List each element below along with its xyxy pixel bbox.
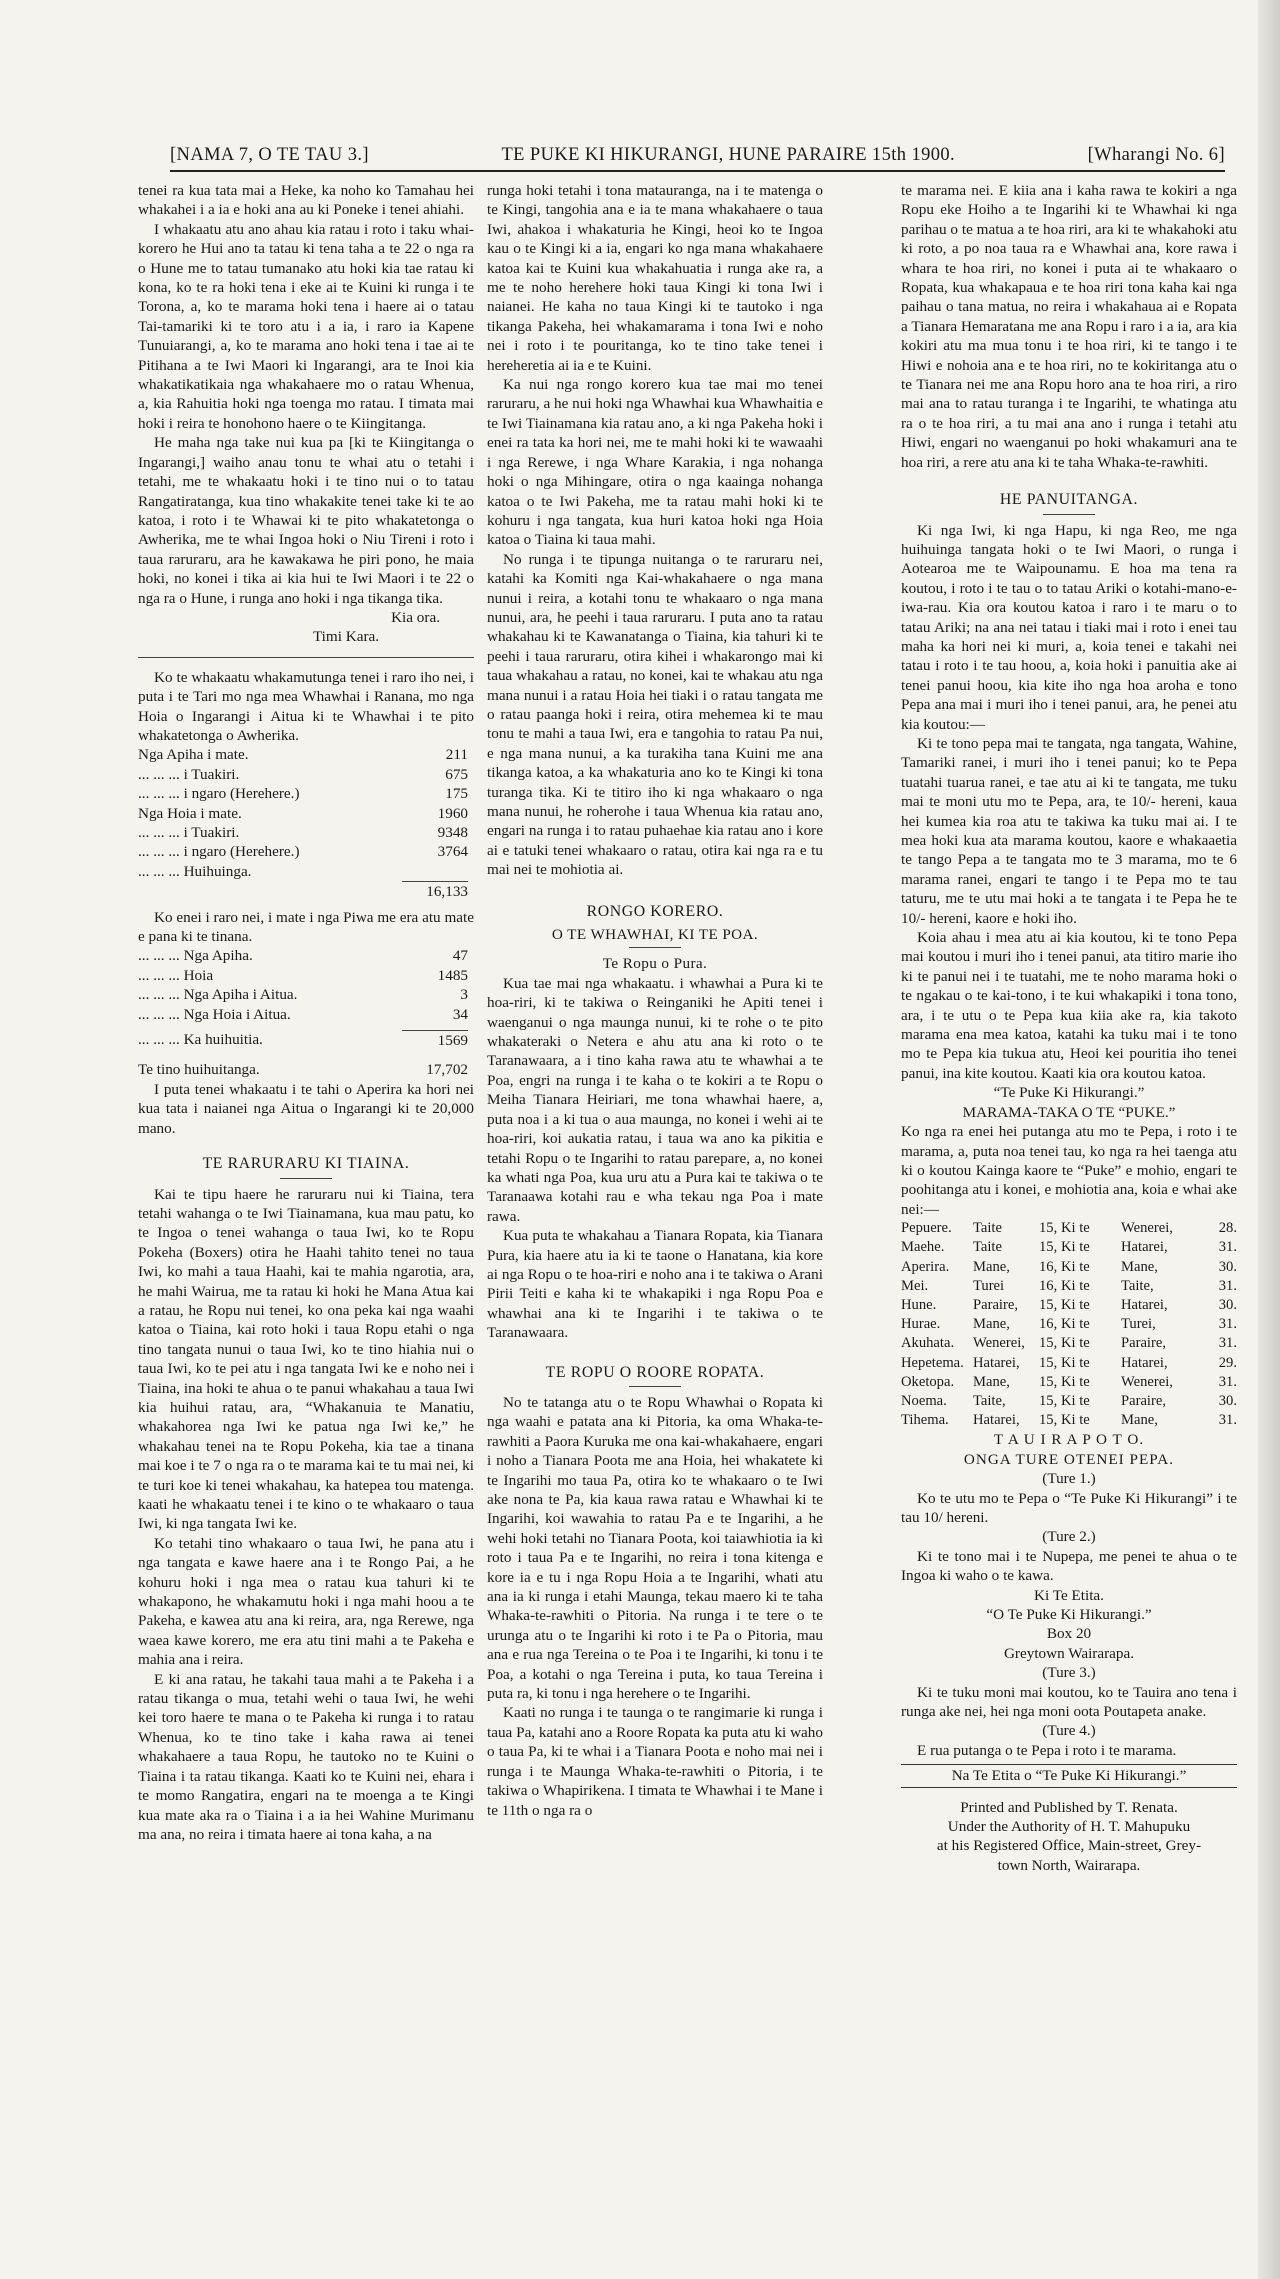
divider — [629, 1386, 681, 1387]
section-subheading: O TE WHAWHAI, KI TE POA. — [551, 926, 759, 944]
divider — [1043, 514, 1095, 515]
schedule-cell: 16, — [1039, 1258, 1058, 1275]
list-row — [138, 946, 474, 965]
schedule-row — [901, 1373, 1237, 1392]
list-row — [138, 745, 474, 764]
row-value: 3 — [460, 986, 468, 1004]
schedule-cell: Mei. — [901, 1277, 929, 1294]
paragraph: I whakaatu atu ano ahau kia ratau i roto i taku whai-korero he Hui ano ta tatau ki tena taha a te 22 o nga ra o Hune me to tatau tumanako atu hoki kia tae ratau ki kona, ko te ra hoki tena i eke ai te Kuini ki runga i te Torona, a, ko te marama hoki tena i haere ai o tatau Tai-tamariki ki te toro atu i a ia, i raro ia Kapene Tunuiarangi, a, ko te marama ano hoki tena i tae ai te Pitihana a te Iwi Maori ki Ingarangi, arа te Inoi kia whakatikatikaia nga whakahaere mo o ratau Whenua, a, kia Rahuitia hoki nga toenga mo ratau. I timata mai hoki i reira te honohono haere o te Kiingitanga. — [138, 220, 474, 432]
divider — [629, 947, 681, 948]
row-label: ... ... ... Nga Hoia i Aitua. — [138, 1005, 291, 1023]
schedule-cell: Ki te — [1061, 1392, 1090, 1409]
address-line: Box 20 — [1046, 1625, 1092, 1643]
column-3 — [901, 181, 1237, 1875]
schedule-cell: 16, — [1039, 1316, 1058, 1333]
schedule-cell: Ki te — [1061, 1335, 1090, 1352]
schedule-cell: Mane, — [973, 1316, 1010, 1333]
signature: Timi Kara. — [312, 628, 380, 646]
paragraph: Koia ahau i mea atu ai kia koutou, ki te tono Pepa mai koutou i muri iho i tenei panui, ata titiro marie iho ki te panui nei i te tuatahi, me te noho marama hoki o te ngakau o te kai-tono, i te kui whakapiki i tona tono, ara, i te utu o te Pepa kua kiia ake ra, kia takoto marama ena mea katoa, katahi ka tuku mai i te tono mo te Pepa kia tukua atu, Heoi kei pouritia iho tenei panui, ina kite koutou. Kaati kia ora koutou katoa. — [901, 929, 1237, 1082]
rule-text: Ki te tono mai i te Nupepa, me penei te ahua o te Ingoa ki waho o te kawa. — [901, 1547, 1237, 1585]
header-rule — [170, 170, 1225, 172]
schedule-cell: 30. — [1218, 1392, 1237, 1409]
section-heading: HE PANUITANGA. — [999, 491, 1139, 509]
schedule-cell: 31. — [1218, 1335, 1237, 1352]
schedule-cell: 16, — [1039, 1277, 1058, 1294]
schedule-cell: Maehe. — [901, 1239, 945, 1256]
row-value: 675 — [445, 765, 468, 783]
address-line: Ki Te Etita. — [1034, 1586, 1104, 1604]
column-2 — [487, 181, 823, 1820]
schedule-cell: Mane, — [1121, 1412, 1158, 1429]
schedule-cell: 31. — [1218, 1239, 1237, 1256]
paragraph: Ko tetahi tino whakaaro o taua Iwi, he pana atu i nga tangata e kawe haere ana i te Rongo Pai, a he kohuru hoki i nga mea o ratau kua tahuri ki te whakapono, he whakamutu hoki i nga mahi hoou a te Pakeha, e kawea atu ana ki reira, ara, nga Rerewe, nga waea kawe korero, me era atu tini mahi a te Pakeha e mahia ana i reira. — [138, 1534, 474, 1669]
paragraph: te marama nei. E kiia ana i kaha rawa te kokiri a nga Ropu eke Hoiho a te Ingarihi ki te Whawhai ki nga parihau o te matua a te hoa riri, ara ki te whakahoki atu ki roto, a po noa taua ra e Whawhai ana, kore rawa i whara te hoa riri, no konei i puta ai te whakaaro o Ropata, kua whakapaua e te hoa riri tona kaha kai nga paihau o tana matua, no reira i whakahaua ai e Ropata a Tianara Hemaratana me ana Ropu i raro i a ia, ara kia kokiri atu ma mua tonu i te hoa riri, ki te tango i te Hiwi e nohoia ana e te hoa riri, no te kokiritanga atu o te Tianara nei me ana Ropu horo ana te hoa riri, a riro mai ana to ratau turanga i te Ingarihi, te whatinga atu ra o te hoa riri, a tu mai ana ano i runga i tetahi atu Hiwi, engari no waenganui po hoki whakamuri ana te hoa riri, a rere atu ana ki te taha Whaka-te-rawhiti. — [901, 182, 1237, 471]
paragraph: No te tatanga atu o te Ropu Whawhai o Ropata ki nga waahi e patata ana ki Pitoria, ka oma Whaka-te-rawhiti a Paora Kuruka me ona kai-whakahaere, engari i noho a Tianara Poota me ana Hoia, hei whakatete ki te Ingarihi mo taua Pa, otira ko te whakaaro o te Iwi ake nona te Pa, kia kaua rawa ratau e Whawhai ki te Ingarihi, koi wawahia to ratau Pa e te Ingarihi, a he wehi hoki tetahi no Tianara Poota, koi taiawhiotia ia ki roto i taua Pa e te Ingarihi, no reira i tona kitenga e kore ia e tu i nga Ropu Hoia a te Ingarihi, whati atu ana ia ki runga i etahi Maunga, tekau maero ki te taha Whaka-te-rawhiti o Pitoria. Na runga i te tere o te urunga atu o te Ingarihi ki roto i te Pa o Pitoria, mau ana e rua nga Tereina o te Poa i te Ingarihi, ki tonu i te Poa, a kotahi o nga Tereina i puta, ko taua Tereina i puta ra, ki tonu i nga herehere o te Ingarihi. — [487, 1393, 823, 1703]
paragraph: tenei ra kua tata mai a Heke, ka noho ko Tamahau hei whakahei i a ia e hoki ana au ki Poneke i tenei ahiahi. — [138, 182, 474, 219]
schedule-cell: Ki te — [1061, 1277, 1090, 1294]
schedule-cell: Taite — [973, 1220, 1002, 1237]
schedule-cell: Hurae. — [901, 1316, 941, 1333]
schedule-cell: 31. — [1218, 1373, 1237, 1390]
row-value: 16,133 — [402, 881, 468, 901]
schedule-cell: Ki te — [1061, 1258, 1090, 1275]
schedule-cell: Oketopa. — [901, 1373, 955, 1390]
schedule-cell: Ki te — [1061, 1316, 1090, 1333]
section-heading: TE RARURARU KI TIAINA. — [202, 1155, 410, 1173]
section-heading: T A U I R A P O T O. — [993, 1431, 1145, 1449]
grand-total-row — [138, 1060, 474, 1079]
rule-number: (Ture 4.) — [1042, 1722, 1096, 1740]
paragraph: Kua tae mai nga whakaatu. i whawhai a Pura ki te hoa-riri, ki te takiwa o Reinganiki he Apiti tenei i waenganui o nga maunga nunui, ki te rohe o te pito whakateraki o Netera e ahu atu ana ki roto o te Taranawaara, a i tino kaha rawa atu te whawhai a te Poa, engri na runga i te kaha o te kokiri a te Ropu o Meiha Tianara Heiriari, me tona whawhai haere, a, puta noa i a ki tua o aua maunga, no konei i wehi ai te hoa-riri, koi aukatia ratau, i taua wa ano ka pikitia e tetahi Ropu o te Ingarihi to ratau parepare, a, no konei ka whati nga Poa, kua uru atu a Pura kai te takiwa o te Taranaawa kotahi rau e wha tekau nga Poa i mate rawa. — [487, 974, 823, 1225]
row-label: ... ... ... Ka huihuitia. — [138, 1031, 263, 1049]
publication-schedule — [901, 1219, 1237, 1430]
schedule-cell: Paraire, — [973, 1296, 1018, 1313]
schedule-cell: 30. — [1218, 1258, 1237, 1275]
paragraph: Kai te tipu haere he raruraru nui ki Tiaina, tera tetahi wahanga o te Iwi Tiainamana, kua mau patu, ko te Ingoa o tenei wahanga o taua Iwi, ko te Ropu Pokeha (Boxers) otira he Haahi tahito tenei no taua Iwi, ko mahi a taua Haahi, kai te mahia ngarotia, ara, he mahi Wairua, me ta ratau ki hoki he Mana Atua kai a ratau, he Ropu nui tenei, ko ona peka kai nga waahi katoa o Tiaina, kai roto hoki i taua Ropu etahi o nga tino tangata nunui o taua Iwi, ko te tino hiahia nui o taua Iwi, ko te pei atu i nga tangata Iwi ke e noho nei i Tiaina, ina hoki te ahua o te panui whakahau a taua Iwi kia huihui ratau, ara, “Whakanuia te Manatiu, whakahorea nga Iwi ke patua nga Iwi ke,” he whakahau tenei na te Ropu Pokeha, kia tae a tinana mai koe i te 7 o nga ra o te marama kai te tu mai nei, ki te turi koe ki tenei whakahau, ka hatepea tou matenga. kaati he whakaatu tenei i te kino o te whakaaro o taua Iwi, ki nga tangata Iwi ke. — [138, 1185, 474, 1533]
schedule-cell: Ki te — [1061, 1354, 1090, 1371]
row-label: Nga Apiha i mate. — [138, 746, 249, 764]
schedule-row — [901, 1258, 1237, 1277]
paragraph: Ki te tono pepa mai te tangata, nga tangata, Wahine, Tamariki ranei, i muri iho i tenei panui; ko te Pepa tuatahi tuarua ranei, e tae atu ai ki te tangata, me tuku mai te moni utu mo te Pepa, ara, te 10/- hereni, kaua hei kumea kia roa atu te takiwa ka tuku mai ai. I te mea hoki kua ata marama koutou, kaore e whakaaetia te tango Pepa a te tangata mo te 3 marama, mo te 6 marama ranei, engari te tango i te Pepa mo te tau taturu, me te utu mai hoki a te tangata i te Pepa he te 10/- hereni, kaore e hoki iho. — [901, 734, 1237, 927]
rule-number: (Ture 3.) — [1042, 1664, 1096, 1682]
schedule-cell: Tihema. — [901, 1412, 949, 1429]
list-row — [138, 784, 474, 803]
row-label: ... ... ... Nga Apiha i Aitua. — [138, 986, 298, 1004]
rule-number: (Ture 2.) — [1042, 1528, 1096, 1546]
paragraph: Ko nga ra enei hei putanga atu mo te Pepa, i roto i te marama, a, puta noa tenei tau, ko nga ra hei taenga atu ki o koutou Kainga kaore te “Puke” e mohio, engari te poohitanga atu i konei, e mohiotia ana, koia e whai ake nei:— — [901, 1123, 1237, 1218]
schedule-cell: Mane, — [973, 1373, 1010, 1390]
rule-text: E rua putanga o te Pepa i roto i te marama. — [917, 1741, 1177, 1759]
schedule-row — [901, 1219, 1237, 1238]
schedule-cell: Ki te — [1061, 1296, 1090, 1313]
paragraph: I puta tenei whakaatu i te tahi o Aperira ka hori nei kua tata i naianei nga Aitua o Ingarangi ki te 20,000 mano. — [138, 1080, 474, 1137]
row-label: ... ... ... Huihuinga. — [138, 862, 252, 880]
paragraph: He maha nga take nui kua pa [ki te Kiingitanga o Ingarangi,] waiho anau tonu te whai atu o tetahi i tetahi, me te whakaatu hoki i te tino nui o to tatau Rangatiratanga, kua tino whakakite tenei take ki te ao katoa, i roto i te Whawai ki te pito whakatetonga o Awherika, me te whai Ingoa hoki o Niu Tireni i roto i taua raruraru, ara he kawakawa he piri pono, he maia hoki, no konei i tika ai kia hui te Iwi Maori i te 22 o nga ra o Hune, i runga ano hoki i nga tikanga tika. — [138, 434, 474, 607]
row-value: 211 — [445, 746, 468, 764]
row-label: ... ... ... Nga Apiha. — [138, 947, 253, 965]
page-number: [Wharangi No. 6] — [1087, 145, 1225, 165]
schedule-cell: 15, — [1039, 1412, 1058, 1429]
schedule-cell: Hatarei, — [1121, 1239, 1168, 1256]
schedule-row — [901, 1334, 1237, 1353]
paragraph: runga hoki tetahi i tona matauranga, na i te matenga o te Kingi, tangohia ana e ia te mana whakahaere o taua Iwi, ahakoa i whakaturia he Kingi, heoi ko te Ingoa kau o te Kingi ki a ia, engari ko nga mana whakahaere katoa kai te Kuini kua whakahuatia i runga ake ra, a me te noho herehere hoki taua Kingi ki tona Iwi i naianei. He kaha no taua Kingi ki te tautoko i nga tikanga Pakeha, hei whakamarama i tona Iwi e noho nei i roto i te pouritanga, ko te tino take tenei i hereheretia ai ia e te Kuini. — [487, 182, 823, 374]
fever-total-row — [138, 1030, 474, 1050]
imprint-line: at his Registered Office, Main-street, Grey- — [936, 1837, 1202, 1855]
schedule-cell: Hatarei, — [973, 1412, 1020, 1429]
schedule-cell: 15, — [1039, 1335, 1058, 1352]
schedule-cell: Turei, — [1121, 1316, 1156, 1333]
schedule-cell: Hatarei, — [1121, 1354, 1168, 1371]
rule-number: (Ture 1.) — [1042, 1470, 1096, 1488]
schedule-cell: 31. — [1218, 1316, 1237, 1333]
schedule-cell: 28. — [1218, 1220, 1237, 1237]
signature: “Te Puke Ki Hikurangi.” — [993, 1084, 1145, 1102]
divider — [138, 657, 474, 658]
closing: Kia ora. — [391, 608, 440, 626]
list-row — [138, 1005, 474, 1024]
schedule-cell: Hatarei, — [973, 1354, 1020, 1371]
schedule-cell: Wenerei, — [973, 1335, 1025, 1352]
schedule-cell: 31. — [1218, 1412, 1237, 1429]
casualty-list — [138, 745, 474, 901]
paragraph: Ko enei i raro nei, i mate i nga Piwa me era atu mate e pana ki te tinana. — [138, 908, 474, 946]
schedule-cell: 30. — [1218, 1296, 1237, 1313]
fever-list — [138, 946, 474, 1024]
paragraph: Kaati no runga i te taunga o te rangimarie ki runga i taua Pa, katahi ano a Roore Ropata ka puta atu ki waho o taua Pa, ki te whai i a Tianara Poota e noho mai nei i runga i te Maunga Whaka-te-rawhiti o Pitoria, i te takiwa o Whapirikena. I timata te Whawhai i te Mane i te 11th o nga ra o — [487, 1704, 823, 1819]
row-label: ... ... ... i Tuakiri. — [138, 824, 240, 841]
page-edge — [1258, 0, 1280, 2279]
imprint-line: Printed and Published by T. Renata. — [960, 1798, 1178, 1816]
row-value: 175 — [445, 785, 468, 803]
schedule-cell: Noema. — [901, 1392, 947, 1409]
schedule-cell: Pepuere. — [901, 1220, 952, 1237]
schedule-cell: Akuhata. — [901, 1335, 955, 1352]
row-value: 34 — [452, 1005, 468, 1023]
page-header — [170, 142, 1225, 166]
schedule-row — [901, 1238, 1237, 1257]
schedule-cell: Ki te — [1061, 1412, 1090, 1429]
paragraph: Kua puta te whakahau a Tianara Ropata, kia Tianara Pura, kia haere atu ia ki te taone o Hanatana, kia kore ai nga Ropu o te hoa-riri e noho ana i te takiwa o Arani Pirii Teiti e kaha ki te whakapiki i nga Ropu Poa e whawhai ana ki te Ingarihi i te takiwa o te Taranawaara. — [487, 1227, 823, 1342]
issue-number: [NAMA 7, O TE TAU 3.] — [170, 145, 369, 165]
section-heading: ONGA TURE OTENEI PEPA. — [963, 1450, 1175, 1468]
schedule-row — [901, 1315, 1237, 1334]
row-label: Te tino huihuitanga. — [138, 1061, 260, 1079]
schedule-cell: 15, — [1039, 1392, 1058, 1409]
address-line: “O Te Puke Ki Hikurangi.” — [986, 1606, 1152, 1624]
list-row — [138, 862, 474, 881]
row-value: 1485 — [437, 966, 468, 984]
address-line: Greytown Wairarapa. — [1003, 1644, 1135, 1662]
schedule-cell: Turei — [973, 1277, 1005, 1294]
paragraph: Ki nga Iwi, ki nga Hapu, ki nga Reo, me nga huihuinga tangata hoki o te Iwi Maori, o runga i Aotearoa me te Waipounamu. E hoa ma tena ra koutou, i roto i te tau o to tatau Ariki o kotahi-mano-e-iwa-rau. Kia ora koutou katoa i raro i te maru o to tatau Ariki; na ana nei tatau i tiaki mai i roto i enei tau maha ka hori nei ki muri, a, koia tenei e takahi nei tatau i roto i te tau hoou, a, koia hoki i panuitia ake ai tenei panui hoou, kia kite iho nga hoa aroha e tono Pepa ana mai i muri iho i tenei panui, ara, he penei atu kia koutou:— — [901, 521, 1237, 733]
row-label: ... ... ... Hoia — [138, 966, 214, 984]
divider — [280, 1178, 332, 1179]
schedule-cell: Ki te — [1061, 1239, 1090, 1256]
schedule-cell: Mane, — [1121, 1258, 1158, 1275]
schedule-cell: Paraire, — [1121, 1335, 1166, 1352]
schedule-row — [901, 1411, 1237, 1430]
section-heading: MARAMA-TAKA O TE “PUKE.” — [962, 1103, 1176, 1121]
list-row — [138, 842, 474, 861]
schedule-row — [901, 1392, 1237, 1411]
schedule-cell: Taite, — [1121, 1277, 1154, 1294]
list-row — [138, 966, 474, 985]
imprint-line: town North, Wairarapa. — [997, 1856, 1141, 1874]
paragraph: E ki ana ratau, he takahi taua mahi a te Pakeha i a ratau tikanga o mua, tetahi wehi o taua Iwi, he wehi kei toro haere te mana o te Pakeha ki runga i to ratau Whenua, ko te tino take i kaha rawa ai tenei whakahaere a taua Ropu, he tautoko no te Kuini o Tiaina i ta ratau tikanga. Kaati ko te Kuini nei, ehara i te momo Rangatira, engari na te moenga a te Kingi kua mate aka ra o Tiaina i a ia hei Wahine Murimanu ma ana, no reira i timata haere ai tona kaha, a na — [138, 1670, 474, 1843]
editor-box: Na Te Etita o “Te Puke Ki Hikurangi.” — [901, 1764, 1237, 1787]
schedule-cell: Taite — [973, 1239, 1002, 1256]
schedule-cell: Wenerei, — [1121, 1373, 1173, 1390]
schedule-row — [901, 1277, 1237, 1296]
schedule-cell: 15, — [1039, 1354, 1058, 1371]
row-label: ... ... ... i ngaro (Herehere.) — [138, 785, 300, 803]
schedule-row — [901, 1296, 1237, 1315]
row-value: 1960 — [437, 804, 468, 822]
schedule-cell: Taite, — [973, 1392, 1006, 1409]
imprint-line: Under the Authority of H. T. Mahupuku — [947, 1818, 1191, 1836]
schedule-cell: Wenerei, — [1121, 1220, 1173, 1237]
list-row — [138, 985, 474, 1004]
row-value: 9348 — [437, 824, 468, 841]
paragraph: Ka nui nga rongo korero kua tae mai mo tenei raruraru, a he nui hoki nga Whawhai kua Whawhaitia e te Iwi Tiainamana kia ratau ano, a ki nga Pakeha hoki i enei ra tata ka hori nei, me te mahi hoki ki te wawaahi i nga Rerewe, i nga Whare Karakia, i nga nohanga hoki o nga Mihingare, otira o nga kaainga nohanga katoa o te Iwi Pakeha, me ta ratau mahi hoki ki te kohuru i nga tangata, kua huri katoa hoki nga Hoia katoa o Tiaina ki taua mahi. — [487, 376, 823, 549]
schedule-cell: Paraire, — [1121, 1392, 1166, 1409]
schedule-cell: 15, — [1039, 1220, 1058, 1237]
section-heading: TE ROPU O ROORE ROPATA. — [545, 1363, 765, 1381]
schedule-cell: Ki te — [1061, 1373, 1090, 1390]
list-row — [138, 823, 474, 842]
schedule-cell: Aperira. — [901, 1258, 950, 1275]
list-row — [138, 765, 474, 784]
row-label: ... ... ... i ngaro (Herehere.) — [138, 843, 300, 861]
schedule-cell: Hepetema. — [901, 1354, 964, 1371]
schedule-cell: 29. — [1218, 1354, 1237, 1371]
rule-text: Ko te utu mo te Pepa o “Te Puke Ki Hikurangi” i te tau 10/ hereni. — [901, 1489, 1237, 1526]
column-1 — [138, 181, 474, 1844]
schedule-cell: 15, — [1039, 1373, 1058, 1390]
schedule-cell: 15, — [1039, 1239, 1058, 1256]
schedule-cell: Ki te — [1061, 1220, 1090, 1237]
list-row — [138, 881, 474, 901]
row-label: ... ... ... i Tuakiri. — [138, 765, 240, 783]
row-value: 3764 — [437, 843, 468, 861]
schedule-cell: 15, — [1039, 1296, 1058, 1313]
list-row — [138, 804, 474, 823]
row-value — [402, 862, 468, 881]
row-value: 47 — [452, 947, 468, 965]
paragraph: Ko te whakaatu whakamutunga tenei i raro iho nei, i puta i te Tari mo nga mea Whawhai i Ranana, mo nga Hoia o Ingarangi i Aitua ki te Whawhai i te pito whakatetonga o Awherika. — [138, 668, 474, 744]
masthead-title: TE PUKE KI HIKURANGI, HUNE PARAIRE 15th 1900. — [501, 145, 956, 165]
rule-text: Ki te tuku moni mai koutou, ko te Tauira ano tena i runga ake nei, hei nga moni oota Poutapeta anake. — [901, 1683, 1237, 1721]
schedule-cell: 31. — [1218, 1277, 1237, 1294]
schedule-cell: Hune. — [901, 1296, 937, 1313]
schedule-cell: Hatarei, — [1121, 1296, 1168, 1313]
row-value: 17,702 — [426, 1061, 468, 1079]
subsection-title: Te Ropu o Pura. — [602, 955, 708, 973]
row-value: 1569 — [402, 1030, 468, 1050]
schedule-cell: Mane, — [973, 1258, 1010, 1275]
schedule-row — [901, 1354, 1237, 1373]
paragraph: No runga i te tipunga nuitanga o te raruraru nei, katahi ka Komiti nga Kai-whakahaere o nga mana nunui i reira, a kotahi tonu te whakaaro o nga mana nunui, ara, he peehi i taua raruraru. I puta ano ta ratau whakahau ki te Kawanatanga o Tiaina, kia tahuri ki te peehi i taua raruraru, otira kihei i whakarongo mai ki taua whakahau a ratau, no konei, kai te whakau atu nga mana nunui i a ratau Hoia hei tiaki i o ratau tangata me o ratau paanga hoki i reira, otira mehemea ki te mau tonu te mahi a taua Iwi, era e tangohia to ratau Pa nui, e nga mana nunui, a ka turakiha tana Kuini me ana tikanga katoa, a ka whakaturia ano ko te Kingi ki tona turanga tika. Ki te titiro iho ki nga whakaaro o nga mana nunui, he roherohe i taua Whenua kia ratau ano, engari na runga i to ratau puhaehae kia ratau ano i kore ai e tatuki tenei whakaaro o ratau, otira kai nga ra e tu mai nei te mohiotia ai. — [487, 550, 823, 879]
section-heading: RONGO KORERO. — [586, 902, 724, 920]
row-label: Nga Hoia i mate. — [138, 804, 242, 822]
